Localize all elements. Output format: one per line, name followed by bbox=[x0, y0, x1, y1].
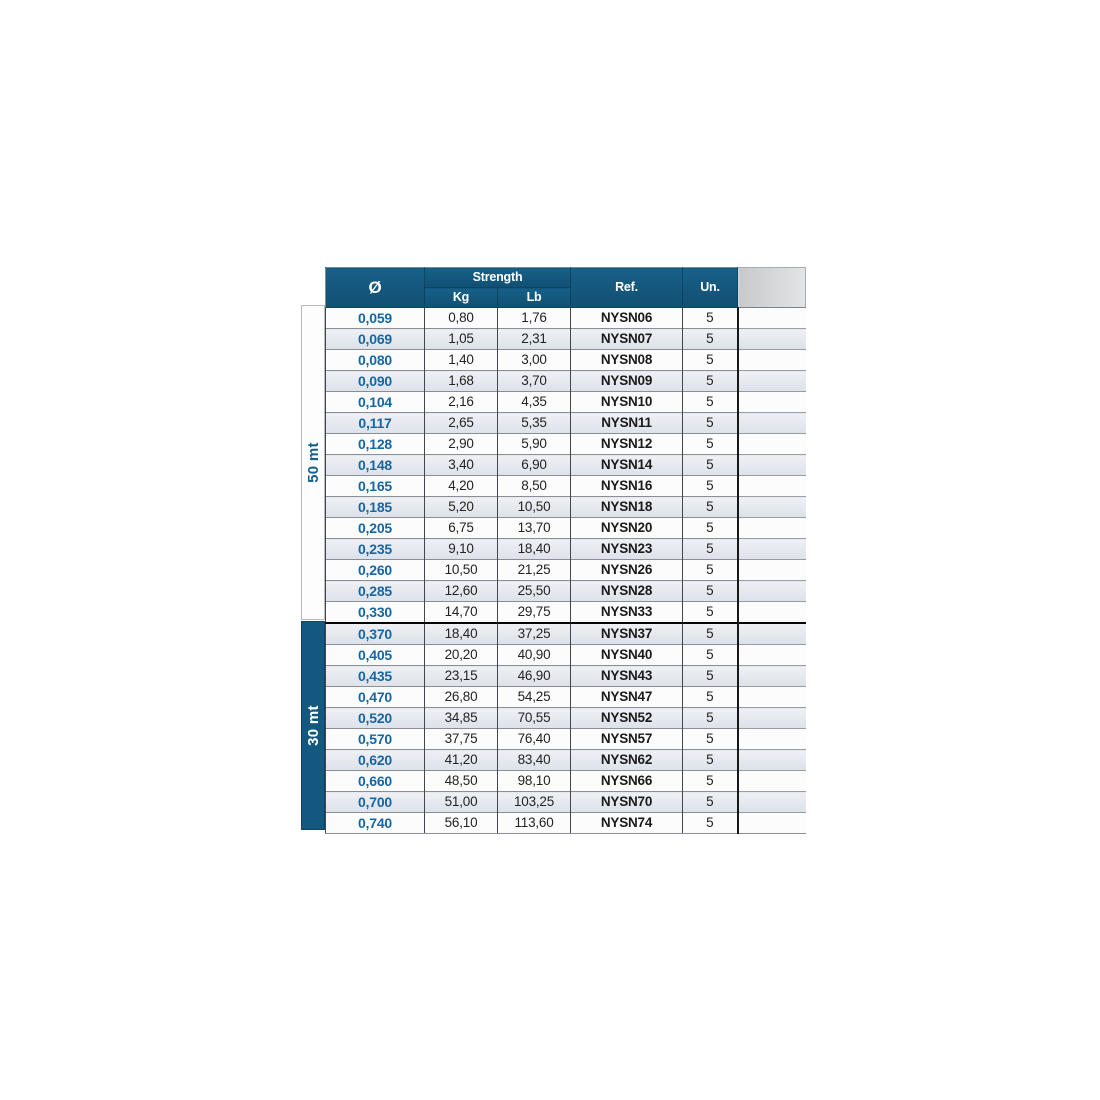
cell-extra bbox=[738, 602, 806, 624]
table-row bbox=[326, 771, 806, 792]
cell-un: 5 bbox=[683, 708, 738, 729]
cell-strength-kg: 5,20 bbox=[425, 497, 498, 518]
header-diameter: Ø bbox=[326, 268, 425, 308]
cell-diameter: 0,700 bbox=[326, 792, 425, 813]
table-row bbox=[326, 350, 806, 371]
table-row bbox=[326, 434, 806, 455]
table-row bbox=[326, 476, 806, 497]
cell-extra bbox=[738, 666, 806, 687]
cell-strength-lb: 25,50 bbox=[498, 581, 571, 602]
cell-diameter: 0,148 bbox=[326, 455, 425, 476]
cell-strength-kg: 48,50 bbox=[425, 771, 498, 792]
cell-strength-kg: 0,80 bbox=[425, 308, 498, 329]
cell-strength-lb: 37,25 bbox=[498, 623, 571, 645]
table-row bbox=[326, 750, 806, 771]
cell-strength-lb: 6,90 bbox=[498, 455, 571, 476]
section-label-30mt bbox=[301, 621, 325, 830]
cell-extra bbox=[738, 560, 806, 581]
cell-strength-kg: 41,20 bbox=[425, 750, 498, 771]
cell-strength-kg: 37,75 bbox=[425, 729, 498, 750]
cell-diameter: 0,205 bbox=[326, 518, 425, 539]
header-row-1 bbox=[326, 268, 806, 288]
table-row bbox=[326, 602, 806, 624]
cell-extra bbox=[738, 518, 806, 539]
cell-ref: NYSN28 bbox=[571, 581, 683, 602]
table-row bbox=[326, 729, 806, 750]
cell-un: 5 bbox=[683, 729, 738, 750]
cell-strength-kg: 26,80 bbox=[425, 687, 498, 708]
cell-strength-kg: 12,60 bbox=[425, 581, 498, 602]
cell-extra bbox=[738, 581, 806, 602]
cell-ref: NYSN62 bbox=[571, 750, 683, 771]
cell-diameter: 0,520 bbox=[326, 708, 425, 729]
table-row bbox=[326, 455, 806, 476]
cell-strength-lb: 21,25 bbox=[498, 560, 571, 581]
cell-ref: NYSN47 bbox=[571, 687, 683, 708]
cell-strength-kg: 56,10 bbox=[425, 813, 498, 834]
cell-strength-lb: 3,70 bbox=[498, 371, 571, 392]
table-row bbox=[326, 371, 806, 392]
cell-un: 5 bbox=[683, 750, 738, 771]
cell-diameter: 0,260 bbox=[326, 560, 425, 581]
cell-ref: NYSN26 bbox=[571, 560, 683, 581]
cell-un: 5 bbox=[683, 455, 738, 476]
header-extra bbox=[738, 268, 806, 308]
cell-diameter: 0,185 bbox=[326, 497, 425, 518]
cell-extra bbox=[738, 308, 806, 329]
cell-extra bbox=[738, 792, 806, 813]
cell-diameter: 0,470 bbox=[326, 687, 425, 708]
cell-extra bbox=[738, 350, 806, 371]
cell-diameter: 0,330 bbox=[326, 602, 425, 624]
cell-diameter: 0,069 bbox=[326, 329, 425, 350]
cell-un: 5 bbox=[683, 813, 738, 834]
cell-strength-kg: 14,70 bbox=[425, 602, 498, 624]
cell-extra bbox=[738, 539, 806, 560]
cell-strength-lb: 76,40 bbox=[498, 729, 571, 750]
table-row bbox=[326, 645, 806, 666]
cell-strength-lb: 70,55 bbox=[498, 708, 571, 729]
cell-strength-kg: 23,15 bbox=[425, 666, 498, 687]
cell-ref: NYSN23 bbox=[571, 539, 683, 560]
cell-strength-lb: 29,75 bbox=[498, 602, 571, 624]
cell-ref: NYSN74 bbox=[571, 813, 683, 834]
cell-un: 5 bbox=[683, 581, 738, 602]
table-header bbox=[326, 268, 806, 308]
cell-extra bbox=[738, 413, 806, 434]
cell-extra bbox=[738, 329, 806, 350]
table-row bbox=[326, 308, 806, 329]
cell-strength-kg: 2,90 bbox=[425, 434, 498, 455]
table-row bbox=[326, 623, 806, 645]
cell-strength-lb: 8,50 bbox=[498, 476, 571, 497]
cell-un: 5 bbox=[683, 371, 738, 392]
cell-diameter: 0,285 bbox=[326, 581, 425, 602]
cell-extra bbox=[738, 813, 806, 834]
table-row bbox=[326, 392, 806, 413]
cell-ref: NYSN66 bbox=[571, 771, 683, 792]
cell-diameter: 0,740 bbox=[326, 813, 425, 834]
cell-extra bbox=[738, 729, 806, 750]
cell-extra bbox=[738, 476, 806, 497]
table-row bbox=[326, 329, 806, 350]
cell-diameter: 0,117 bbox=[326, 413, 425, 434]
cell-diameter: 0,059 bbox=[326, 308, 425, 329]
cell-extra bbox=[738, 708, 806, 729]
cell-diameter: 0,435 bbox=[326, 666, 425, 687]
header-lb: Lb bbox=[498, 288, 571, 308]
cell-strength-lb: 4,35 bbox=[498, 392, 571, 413]
cell-diameter: 0,405 bbox=[326, 645, 425, 666]
cell-un: 5 bbox=[683, 434, 738, 455]
cell-diameter: 0,235 bbox=[326, 539, 425, 560]
cell-strength-lb: 98,10 bbox=[498, 771, 571, 792]
table-row bbox=[326, 518, 806, 539]
cell-un: 5 bbox=[683, 560, 738, 581]
table-body bbox=[326, 308, 806, 834]
header-ref: Ref. bbox=[571, 268, 683, 308]
cell-extra bbox=[738, 434, 806, 455]
cell-diameter: 0,570 bbox=[326, 729, 425, 750]
cell-un: 5 bbox=[683, 392, 738, 413]
cell-strength-kg: 1,68 bbox=[425, 371, 498, 392]
table-row bbox=[326, 687, 806, 708]
cell-diameter: 0,660 bbox=[326, 771, 425, 792]
cell-un: 5 bbox=[683, 539, 738, 560]
table-row bbox=[326, 413, 806, 434]
cell-ref: NYSN52 bbox=[571, 708, 683, 729]
cell-ref: NYSN09 bbox=[571, 371, 683, 392]
cell-strength-kg: 1,05 bbox=[425, 329, 498, 350]
cell-un: 5 bbox=[683, 687, 738, 708]
cell-un: 5 bbox=[683, 476, 738, 497]
cell-un: 5 bbox=[683, 771, 738, 792]
cell-strength-kg: 34,85 bbox=[425, 708, 498, 729]
header-kg: Kg bbox=[425, 288, 498, 308]
cell-strength-kg: 4,20 bbox=[425, 476, 498, 497]
cell-un: 5 bbox=[683, 623, 738, 645]
cell-strength-kg: 20,20 bbox=[425, 645, 498, 666]
cell-strength-kg: 51,00 bbox=[425, 792, 498, 813]
table-row bbox=[326, 560, 806, 581]
table-row bbox=[326, 792, 806, 813]
table-row bbox=[326, 708, 806, 729]
cell-extra bbox=[738, 687, 806, 708]
cell-un: 5 bbox=[683, 329, 738, 350]
cell-diameter: 0,620 bbox=[326, 750, 425, 771]
cell-strength-lb: 10,50 bbox=[498, 497, 571, 518]
cell-strength-lb: 5,35 bbox=[498, 413, 571, 434]
cell-diameter: 0,104 bbox=[326, 392, 425, 413]
cell-ref: NYSN33 bbox=[571, 602, 683, 624]
cell-diameter: 0,128 bbox=[326, 434, 425, 455]
cell-strength-kg: 6,75 bbox=[425, 518, 498, 539]
cell-extra bbox=[738, 750, 806, 771]
cell-strength-lb: 18,40 bbox=[498, 539, 571, 560]
table-row bbox=[326, 539, 806, 560]
cell-strength-kg: 3,40 bbox=[425, 455, 498, 476]
table-row bbox=[326, 497, 806, 518]
cell-ref: NYSN20 bbox=[571, 518, 683, 539]
cell-ref: NYSN12 bbox=[571, 434, 683, 455]
cell-ref: NYSN40 bbox=[571, 645, 683, 666]
spec-table bbox=[325, 267, 806, 834]
cell-strength-lb: 1,76 bbox=[498, 308, 571, 329]
cell-ref: NYSN16 bbox=[571, 476, 683, 497]
cell-diameter: 0,370 bbox=[326, 623, 425, 645]
cell-un: 5 bbox=[683, 350, 738, 371]
cell-extra bbox=[738, 623, 806, 645]
cell-strength-kg: 10,50 bbox=[425, 560, 498, 581]
cell-strength-lb: 83,40 bbox=[498, 750, 571, 771]
section-label-50mt bbox=[301, 305, 325, 620]
cell-ref: NYSN57 bbox=[571, 729, 683, 750]
cell-strength-lb: 46,90 bbox=[498, 666, 571, 687]
cell-ref: NYSN18 bbox=[571, 497, 683, 518]
cell-strength-kg: 2,16 bbox=[425, 392, 498, 413]
table-row bbox=[326, 581, 806, 602]
cell-strength-kg: 18,40 bbox=[425, 623, 498, 645]
cell-ref: NYSN14 bbox=[571, 455, 683, 476]
table-row bbox=[326, 813, 806, 834]
cell-un: 5 bbox=[683, 413, 738, 434]
cell-diameter: 0,165 bbox=[326, 476, 425, 497]
cell-un: 5 bbox=[683, 518, 738, 539]
cell-ref: NYSN11 bbox=[571, 413, 683, 434]
cell-diameter: 0,080 bbox=[326, 350, 425, 371]
cell-strength-lb: 113,60 bbox=[498, 813, 571, 834]
cell-un: 5 bbox=[683, 602, 738, 624]
cell-un: 5 bbox=[683, 497, 738, 518]
cell-ref: NYSN43 bbox=[571, 666, 683, 687]
cell-strength-kg: 2,65 bbox=[425, 413, 498, 434]
header-strength: Strength bbox=[425, 268, 571, 288]
cell-strength-lb: 3,00 bbox=[498, 350, 571, 371]
cell-extra bbox=[738, 497, 806, 518]
cell-un: 5 bbox=[683, 666, 738, 687]
cell-strength-kg: 1,40 bbox=[425, 350, 498, 371]
cell-strength-lb: 54,25 bbox=[498, 687, 571, 708]
cell-strength-lb: 5,90 bbox=[498, 434, 571, 455]
cell-un: 5 bbox=[683, 645, 738, 666]
section-label-50mt-text: 50 mt bbox=[304, 442, 322, 483]
cell-ref: NYSN07 bbox=[571, 329, 683, 350]
cell-un: 5 bbox=[683, 308, 738, 329]
cell-extra bbox=[738, 645, 806, 666]
cell-un: 5 bbox=[683, 792, 738, 813]
table-row bbox=[326, 666, 806, 687]
cell-strength-lb: 13,70 bbox=[498, 518, 571, 539]
cell-extra bbox=[738, 371, 806, 392]
cell-ref: NYSN10 bbox=[571, 392, 683, 413]
cell-extra bbox=[738, 392, 806, 413]
header-un: Un. bbox=[683, 268, 738, 308]
cell-diameter: 0,090 bbox=[326, 371, 425, 392]
cell-extra bbox=[738, 771, 806, 792]
cell-extra bbox=[738, 455, 806, 476]
cell-strength-lb: 40,90 bbox=[498, 645, 571, 666]
cell-strength-lb: 103,25 bbox=[498, 792, 571, 813]
cell-strength-kg: 9,10 bbox=[425, 539, 498, 560]
section-label-30mt-text: 30 mt bbox=[304, 705, 322, 746]
cell-ref: NYSN70 bbox=[571, 792, 683, 813]
cell-ref: NYSN06 bbox=[571, 308, 683, 329]
cell-ref: NYSN37 bbox=[571, 623, 683, 645]
cell-ref: NYSN08 bbox=[571, 350, 683, 371]
cell-strength-lb: 2,31 bbox=[498, 329, 571, 350]
